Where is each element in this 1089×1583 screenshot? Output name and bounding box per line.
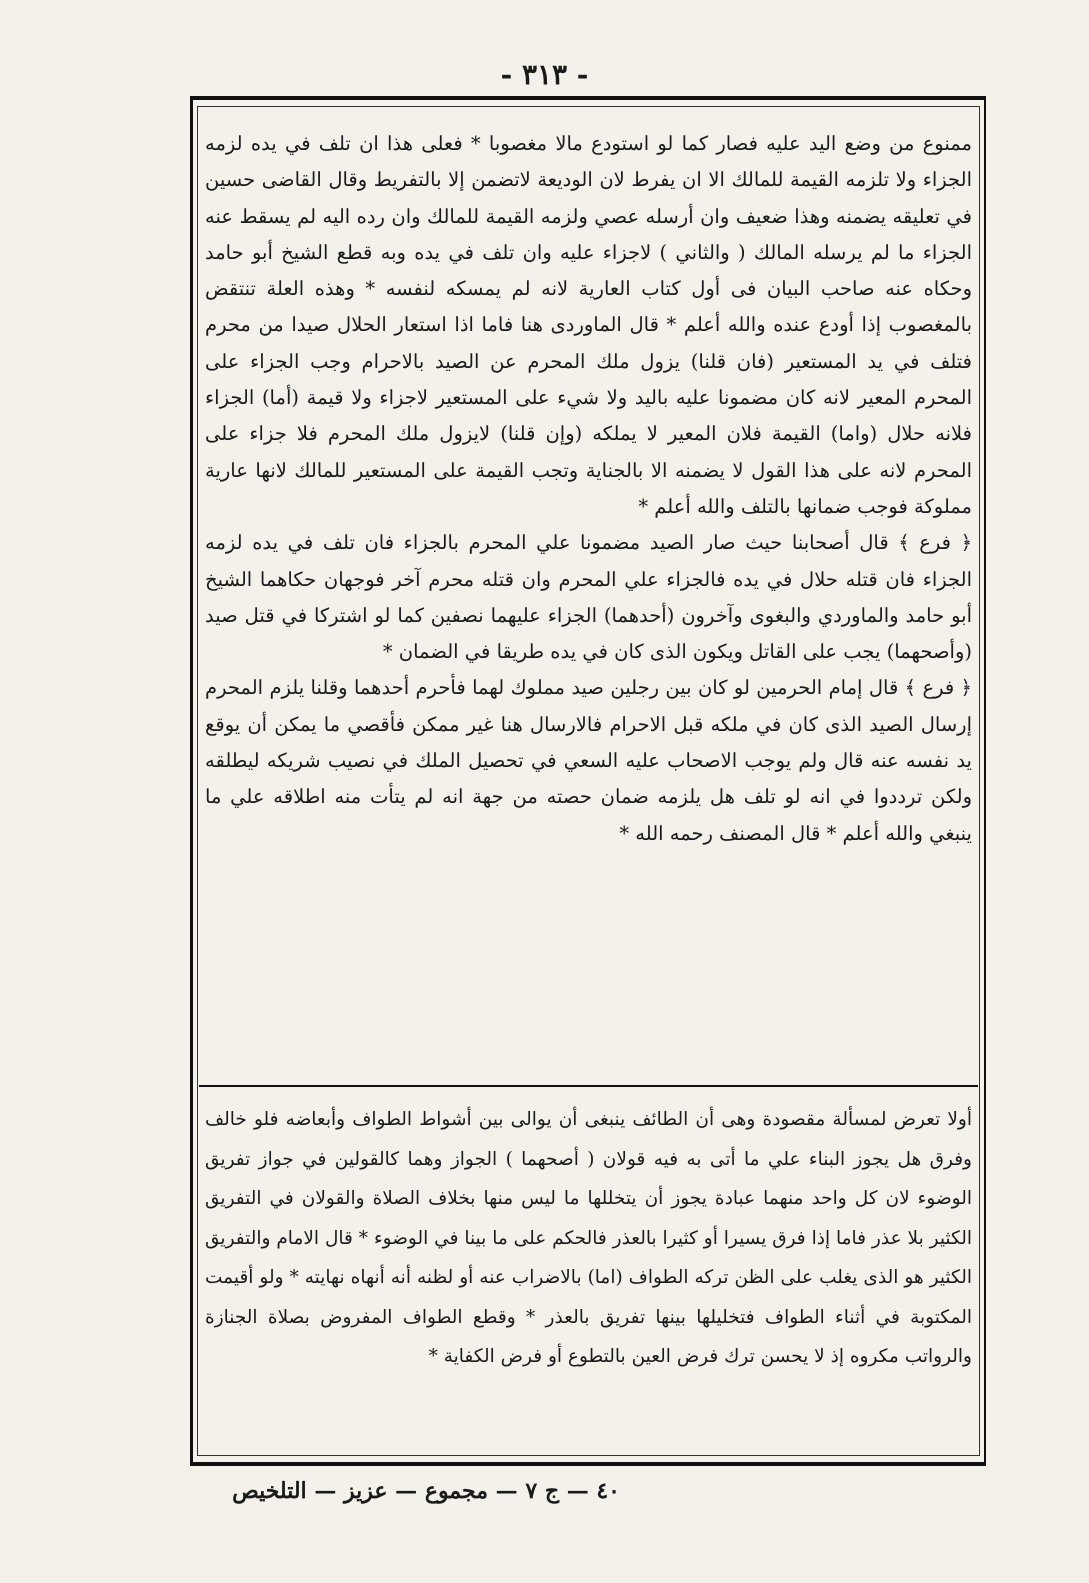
body-paragraph-1: ممنوع من وضع اليد عليه فصار كما لو استودع مالا مغصوبا * فعلى هذا ان تلف في يده لزمه الجزاء ولا تلزمه القيمة للمالك الا ان يفرط لان الوديعة لاتضمن إلا بالتفريط وقال القاضى حسين في تعليقه يضمنه وهذا ضعيف وان أرسله عصي ولزمه القيمة للمالك وان رده اليه لم يسقط عنه الجزاء ما لم يرسله المالك ( والثاني ) لاجزاء عليه وان تلف في يده وبه قطع الشيخ أبو حامد وحكاه عنه صاحب البيان فى أول كتاب العارية لانه لم يمسكه لنفسه * وهذه العلة تنتقض بالمغصوب إذا أودع عنده والله أعلم * قال الماوردى هنا فاما اذا استعار الحلال صيدا من محرم فتلف في يد المستعير (فان قلنا) يزول ملك المحرم عن الصيد بالاحرام وجب الجزاء على المحرم المعير لانه كان مضمونا عليه باليد ولا شيء على المستعير لاجزاء ولا قيمة (أما) الجزاء فلانه حلال (واما) القيمة فلان المعير لا يملكه (وإن قلنا) لايزول ملك المحرم فلا جزاء على المحرم لانه على هذا القول لا يضمنه الا بالجناية وتجب القيمة على المستعير للمالك لانها عارية مملوكة فوجب ضمانها بالتلف والله أعلم * [205,132,972,518]
page-number: - ٣١٣ - [500,58,589,91]
printer-signature: ٤٠ — ج ٧ — مجموع — عزيز — التلخيص [232,1478,620,1504]
body-paragraph-2: ﴿ فرع ﴾ قال أصحابنا حيث صار الصيد مضمونا علي المحرم بالجزاء فان تلف في يده لزمه الجزاء فان قتله حلال في يده فالجزاء علي المحرم وان قتله محرم آخر فوجهان حكاهما الشيخ أبو حامد والماوردي والبغوى وآخرون (أحدهما) الجزاء عليهما نصفين كما لو اشتركا في قتل صيد (وأصحهما) يجب على القاتل ويكون الذى كان في يده طريقا في الضمان * [205,531,972,664]
footnote-paragraph-1: أولا تعرض لمسألة مقصودة وهى أن الطائف ينبغى أن يوالى بين أشواط الطواف وأبعاضه فلو خالف وفرق هل يجوز البناء علي ما أتى به فيه قولان ( أصحهما ) الجواز وهما كالقولين في جواز تفريق الوضوء لان كل واحد منهما عبادة يجوز أن يتخللها ما ليس منها بخلاف الصلاة والقولان في التفريق الكثير بلا عذر فاما إذا فرق يسيرا أو كثيرا بالعذر فالحكم على ما بينا في الوضوء * قال الامام والتفريق الكثير هو الذى يغلب على الظن تركه الطواف (اما) بالاضراب عنه أو لظنه أنه أنهاه نهايته * ولو أقيمت المكتوبة في أثناء الطواف فتخليلها بينها تفريق بالعذر * وقطع الطواف المفروض بصلاة الجنازة والرواتب مكروه إذ لا يحسن ترك فرض العين بالتطوع أو فرض الكفاية * [205,1109,972,1367]
commentary-text [205,1100,972,1440]
main-text [205,126,972,1176]
body-paragraph-3: ﴿ فرع ﴾ قال إمام الحرمين لو كان بين رجلين صيد مملوك لهما فأحرم أحدهما وقلنا يلزم المحرم إرسال الصيد الذى كان في ملكه قبل الاحرام فالارسال هنا غير ممكن فأقصي ما يمكن أن يوقع يد نفسه عنه قال ولم يوجب الاصحاب عليه السعي في تحصيل الملك في نصيب شريكه ليطلقه ولكن ترددوا في انه لو تلف هل يلزمه ضمان حصته من جهة انه لم يتأت منه اطلاقه علي ما ينبغي والله أعلم * قال المصنف رحمه الله * [205,676,972,845]
page-frame [190,96,986,1466]
footnote-divider [199,1085,978,1087]
